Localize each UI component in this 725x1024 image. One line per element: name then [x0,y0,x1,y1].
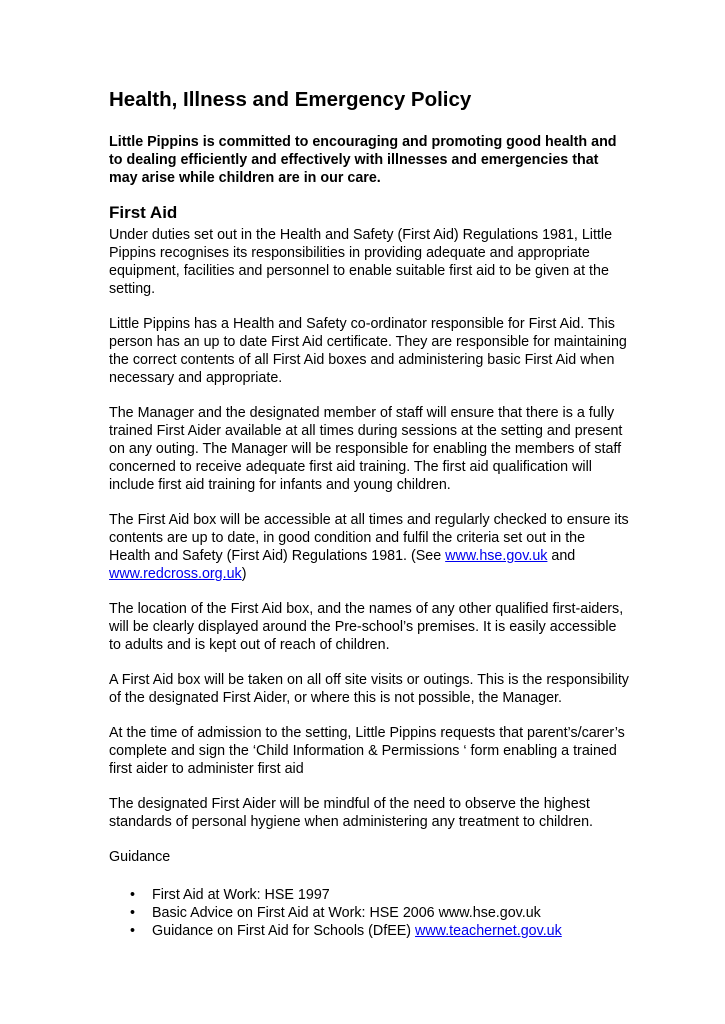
paragraph-box-location: The location of the First Aid box, and the names of any other qualified first-aiders, will be clearly displayed around the Pre-school’s premises. It is easily accessible to adults and is kept out of reach of children. [109,601,624,653]
first-aid-box-text: The First Aid box will be accessible at all times and regularly checked to ensure its contents are up to date, in good condition and fulfil the criteria set out in the Health and Safety (First Aid) Regulations 1981. (See [109,512,629,564]
guidance-item-text: Guidance on First Aid for Schools (DfEE) [152,923,416,939]
bullet-icon: • [130,905,136,921]
closing-paren: ) [241,566,247,582]
bullet-icon: • [130,923,136,939]
guidance-item-text: First Aid at Work: HSE 1997 [152,887,330,903]
teachernet-link[interactable]: www.teachernet.gov.uk [415,923,562,939]
paragraph-first-aid-box [109,511,629,583]
paragraph-outings: A First Aid box will be taken on all off site visits or outings. This is the responsibility of the designated First Aider, or where this is not possible, the Manager. [109,672,629,706]
bullet-icon: • [130,887,136,903]
paragraph-coordinator: Little Pippins has a Health and Safety co-ordinator responsible for First Aid. This person has an up to date First Aid certificate. They are responsible for maintaining the correct contents of all First Aid boxes and administering basic First Aid when necessary and appropriate. [109,316,627,386]
paragraph-regulations: Under duties set out in the Health and Safety (First Aid) Regulations 1981, Little Pippins recognises its responsibilities in providing adequate and appropriate equipment, facilities and personnel to enable suitable first aid to be given at the setting. [109,227,613,297]
paragraph-manager-duties: The Manager and the designated member of staff will ensure that there is a fully trained First Aider available at all times during sessions at the setting and present on any outing. The Manager will be responsible for enabling the members of staff concerned to receive adequate first aid training. The first aid qualification will include first aid training for infants and young children. [109,405,623,493]
paragraph-admission: At the time of admission to the setting, Little Pippins requests that parent’s/carer’s complete and sign the ‘Child Information & Permissions ‘ form enabling a trained first aider to administer first aid [109,725,625,777]
intro-statement: Little Pippins is committed to encouraging and promoting good health and to dealing efficiently and effectively with illnesses and emergencies that may arise while children are in our care. [109,134,617,186]
list-item [109,904,629,922]
paragraph-hygiene: The designated First Aider will be mindful of the need to observe the highest standards of personal hygiene when administering any treatment to children. [109,796,593,830]
page-title: Health, Illness and Emergency Policy [109,88,472,111]
and-text: and [547,548,576,564]
guidance-item-text: Basic Advice on First Aid at Work: HSE 2006 www.hse.gov.uk [152,905,541,921]
list-item [109,922,629,940]
section-heading-first-aid: First Aid [109,203,178,222]
list-item [109,886,629,904]
document-page [109,86,629,940]
redcross-link[interactable]: www.redcross.org.uk [109,566,242,582]
hse-link[interactable]: www.hse.gov.uk [445,548,548,564]
guidance-label: Guidance [109,849,171,865]
guidance-list [109,886,629,940]
